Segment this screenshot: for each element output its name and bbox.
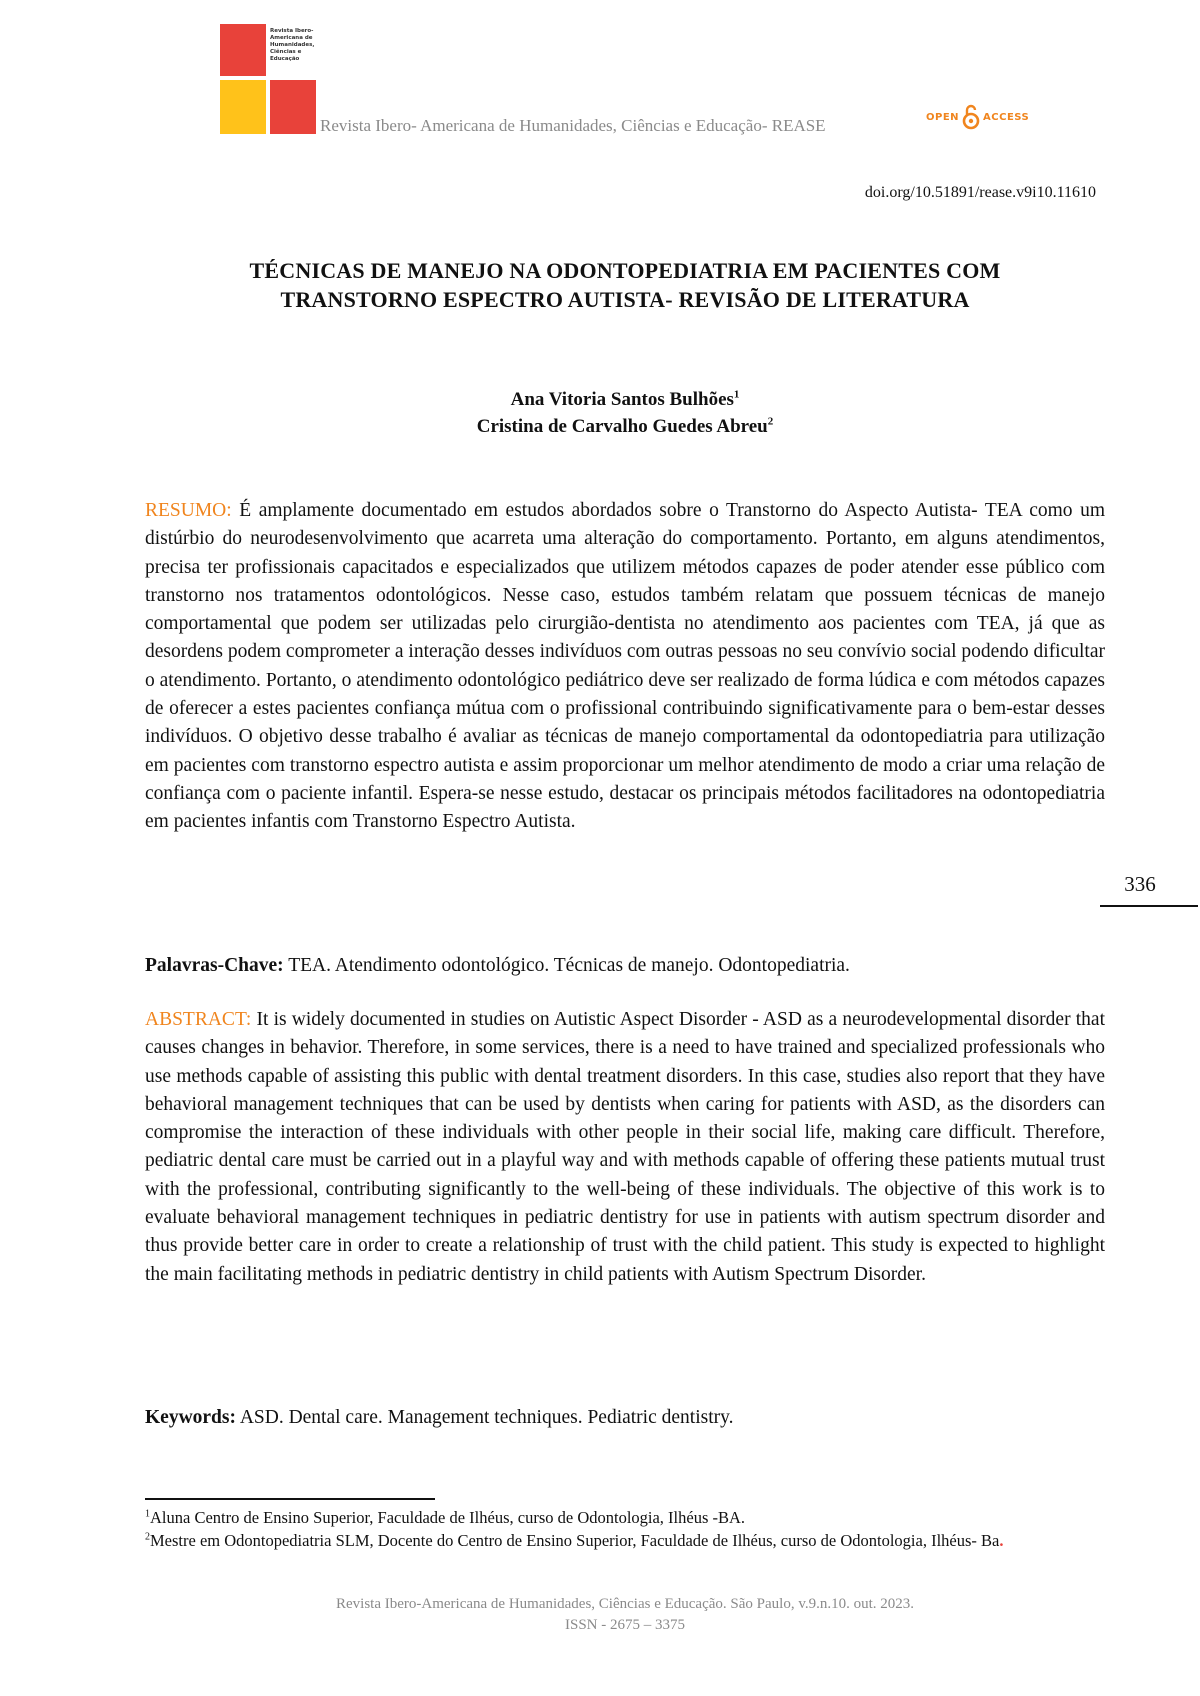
footnote-1 <box>145 1506 1105 1529</box>
resumo-text: É amplamente documentado em estudos abordados sobre o Transtorno do Aspecto Autista- TEA como um distúrbio do neurodesenvolvimento que acarreta uma alteração do comportamento. Portanto, em alguns atendimentos, precisa ter profissionais capacitados e especializados que utilizem métodos capazes de poder atender esse público com transtorno nos tratamentos odontológicos. Nesse caso, estudos também relatam que possuem técnicas de manejo comportamental que podem ser utilizadas pelo cirurgião-dentista no atendimento aos pacientes com TEA, já que as desordens podem comprometer a interação desses indivíduos com outras pessoas no seu convívio social podendo dificultar o atendimento. Portanto, o atendimento odontológico pediátrico deve ser realizado de forma lúdica e com métodos capazes de oferecer a estes pacientes confiança mútua com o profissional contribuindo significativamente para o bem-estar desses indivíduos. O objetivo desse trabalho é avaliar as técnicas de manejo comportamental da odontopediatria para utilização em pacientes com transtorno espectro autista e assim proporcionar um melhor atendimento de modo a criar uma relação de confiança com o paciente infantil. Espera-se nesse estudo, destacar os principais métodos facilitadores na odontopediatria em pacientes infantis com Transtorno Espectro Autista. <box>145 500 1106 833</box>
open-access-badge <box>926 104 1029 130</box>
logo-text: Revista Ibero-Americana de Humanidades, Ciências e Educação <box>270 28 315 62</box>
page-number-rule <box>1100 905 1198 907</box>
abstract-text: It is widely documented in studies on Autistic Aspect Disorder - ASD as a neurodevelopmental disorder that causes changes in behavior. Therefore, in some services, there is a need to have trained and specialized professionals who use methods capable of assisting this public with dental treatment disorders. In this case, studies also report that they have behavioral management techniques that can be used by dentists when caring for patients with ASD, as the disorders can compromise the interaction of these individuals with other people in their social life, making care difficult. Therefore, pediatric dental care must be carried out in a playful way and with methods capable of offering these patients mutual trust with the professional, contributing significantly to the well-being of these individuals. The objective of this work is to evaluate behavioral management techniques in pediatric dentistry for use in patients with autism spectrum disorder and thus provide better care in order to create a relationship of trust with the child patient. This study is expected to highlight the main facilitating methods in pediatric dentistry in child patients with Autism Spectrum Disorder. <box>145 1009 1105 1285</box>
title-line-1: TÉCNICAS DE MANEJO NA ODONTOPEDIATRIA EM PACIENTES COM <box>249 258 1001 283</box>
page-number: 336 <box>1124 872 1156 896</box>
footnote-tail: . <box>999 1531 1004 1550</box>
keywords-text: ASD. Dental care. Management techniques. Pediatric dentistry. <box>239 1407 734 1428</box>
footnote-2 <box>145 1529 1105 1552</box>
journal-name: Revista Ibero- Americana de Humanidades, Ciências e Educação- REASE <box>320 116 826 135</box>
logo-square-red-top <box>220 24 266 76</box>
article-title <box>145 256 1105 314</box>
footer-issn: ISSN - 2675 – 3375 <box>564 1617 685 1633</box>
author-list <box>145 386 1105 440</box>
author-1 <box>145 386 1105 413</box>
footer-citation: Revista Ibero-Americana de Humanidades, Ciências e Educação. São Paulo, v.9.n.10. out. 2023. <box>335 1596 915 1612</box>
doi-link[interactable]: doi.org/10.51891/rease.v9i10.11610 <box>864 184 1096 201</box>
abstract-label: ABSTRACT: <box>145 1009 252 1030</box>
author-name: Ana Vitoria Santos Bulhões <box>510 389 734 410</box>
page-footer <box>145 1594 1105 1636</box>
author-footnote-ref[interactable]: 1 <box>733 388 740 401</box>
footnote-text: Mestre em Odontopediatria SLM, Docente do Centro de Ensino Superior, Faculdade de Ilhéus, curso de Odontologia, Ilhéus- Ba <box>150 1531 1000 1550</box>
keywords-label: Keywords: <box>145 1407 236 1428</box>
title-line-2: TRANSTORNO ESPECTRO AUTISTA- REVISÃO DE LITERATURA <box>280 287 970 312</box>
footnotes <box>145 1506 1105 1552</box>
keywords-line <box>145 1404 1105 1432</box>
logo-square-red-bottom <box>270 80 316 134</box>
footnote-marker: 2 <box>145 1531 150 1543</box>
palavras-chave-line <box>145 952 1105 980</box>
footnote-separator <box>145 1498 435 1500</box>
open-access-right-text: ACCESS <box>983 111 1030 123</box>
open-access-left-text: OPEN <box>926 111 960 123</box>
resumo-paragraph <box>145 497 1105 837</box>
open-access-lock-icon <box>962 104 980 130</box>
journal-logo <box>220 24 316 134</box>
logo-square-yellow <box>220 80 266 134</box>
author-name: Cristina de Carvalho Guedes Abreu <box>476 416 768 437</box>
abstract-paragraph <box>145 1006 1105 1289</box>
footnote-text: Aluna Centro de Ensino Superior, Faculdade de Ilhéus, curso de Odontologia, Ilhéus -BA. <box>150 1508 746 1527</box>
palavras-chave-label: Palavras-Chave: <box>145 955 284 976</box>
resumo-label: RESUMO: <box>145 500 232 521</box>
footnote-marker: 1 <box>145 1508 150 1520</box>
palavras-chave-text: TEA. Atendimento odontológico. Técnicas de manejo. Odontopediatria. <box>288 955 850 976</box>
author-2 <box>145 413 1105 440</box>
author-footnote-ref[interactable]: 2 <box>767 415 774 428</box>
